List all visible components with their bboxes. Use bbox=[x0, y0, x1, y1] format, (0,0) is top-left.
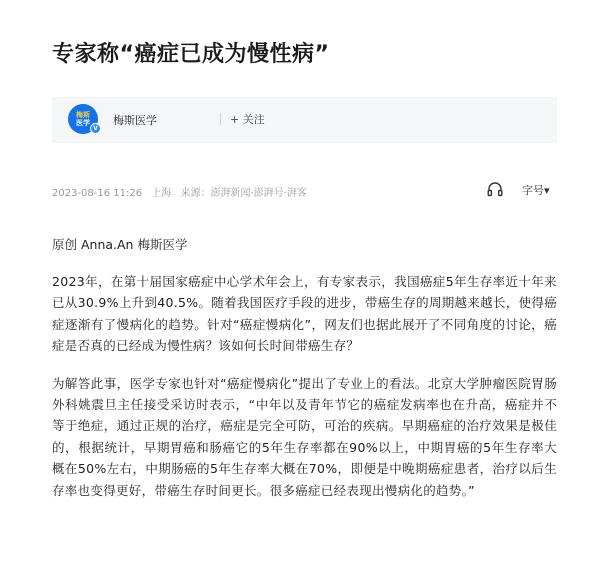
publish-datetime: 2023-08-16 11:26 bbox=[52, 188, 143, 199]
divider bbox=[220, 113, 221, 125]
paragraph-1: 2023年，在第十届国家癌症中心学术年会上，有专家表示，我国癌症5年生存率近十年来已从30.9%上升到40.5%。随着我国医疗手段的进步，带癌生存的周期越来越长，使得癌症逐渐有了慢病化的趋势。针对“癌症慢病化”，网友们也据此展开了不同角度的讨论，癌症是否真的已经成为慢性病？该如何长时间带癌生存？ bbox=[52, 274, 557, 354]
avatar-text-line1: 梅斯 bbox=[76, 111, 90, 119]
author-card bbox=[52, 97, 557, 143]
avatar-text-line2: 医学 bbox=[76, 119, 90, 127]
verified-badge-icon: V bbox=[90, 123, 101, 134]
headphones-icon[interactable] bbox=[486, 180, 504, 198]
article-body bbox=[52, 236, 557, 501]
font-size-button[interactable]: 字号▾ bbox=[522, 184, 550, 197]
article-byline: 原创 Anna.An 梅斯医学 bbox=[52, 237, 188, 252]
paragraph-2: 为解答此事，医学专家也针对“癌症慢病化”提出了专业上的看法。北京大学肿瘤医院胃肠外科姚震旦主任接受采访时表示，“中年以及青年节它的癌症发病率也在升高，癌症并不等于绝症，通过正规的治疗，癌症是完全可防，可治的疾病。早期癌症的治疗效果是极佳的，根据统计，早期胃癌和肠癌它的5年生存率都在90%以上，中期胃癌的5年生存率大概在50%左右，中期肠癌的5年生存率大概在70%，即便是中晚期癌症患者，治疗以后生存率也变得更好，带癌生存时间更长。很多癌症已经表现出慢病化的趋势。” bbox=[52, 375, 557, 498]
publish-location: 上海 bbox=[151, 188, 172, 199]
article-source: 来源：澎湃新闻·澎湃号·湃客 bbox=[180, 188, 307, 199]
article-title: 专家称“癌症已成为慢性病” bbox=[52, 42, 330, 67]
author-name[interactable]: 梅斯医学 bbox=[113, 114, 157, 127]
follow-button[interactable]: + 关注 bbox=[230, 113, 265, 126]
article-meta bbox=[52, 184, 313, 199]
